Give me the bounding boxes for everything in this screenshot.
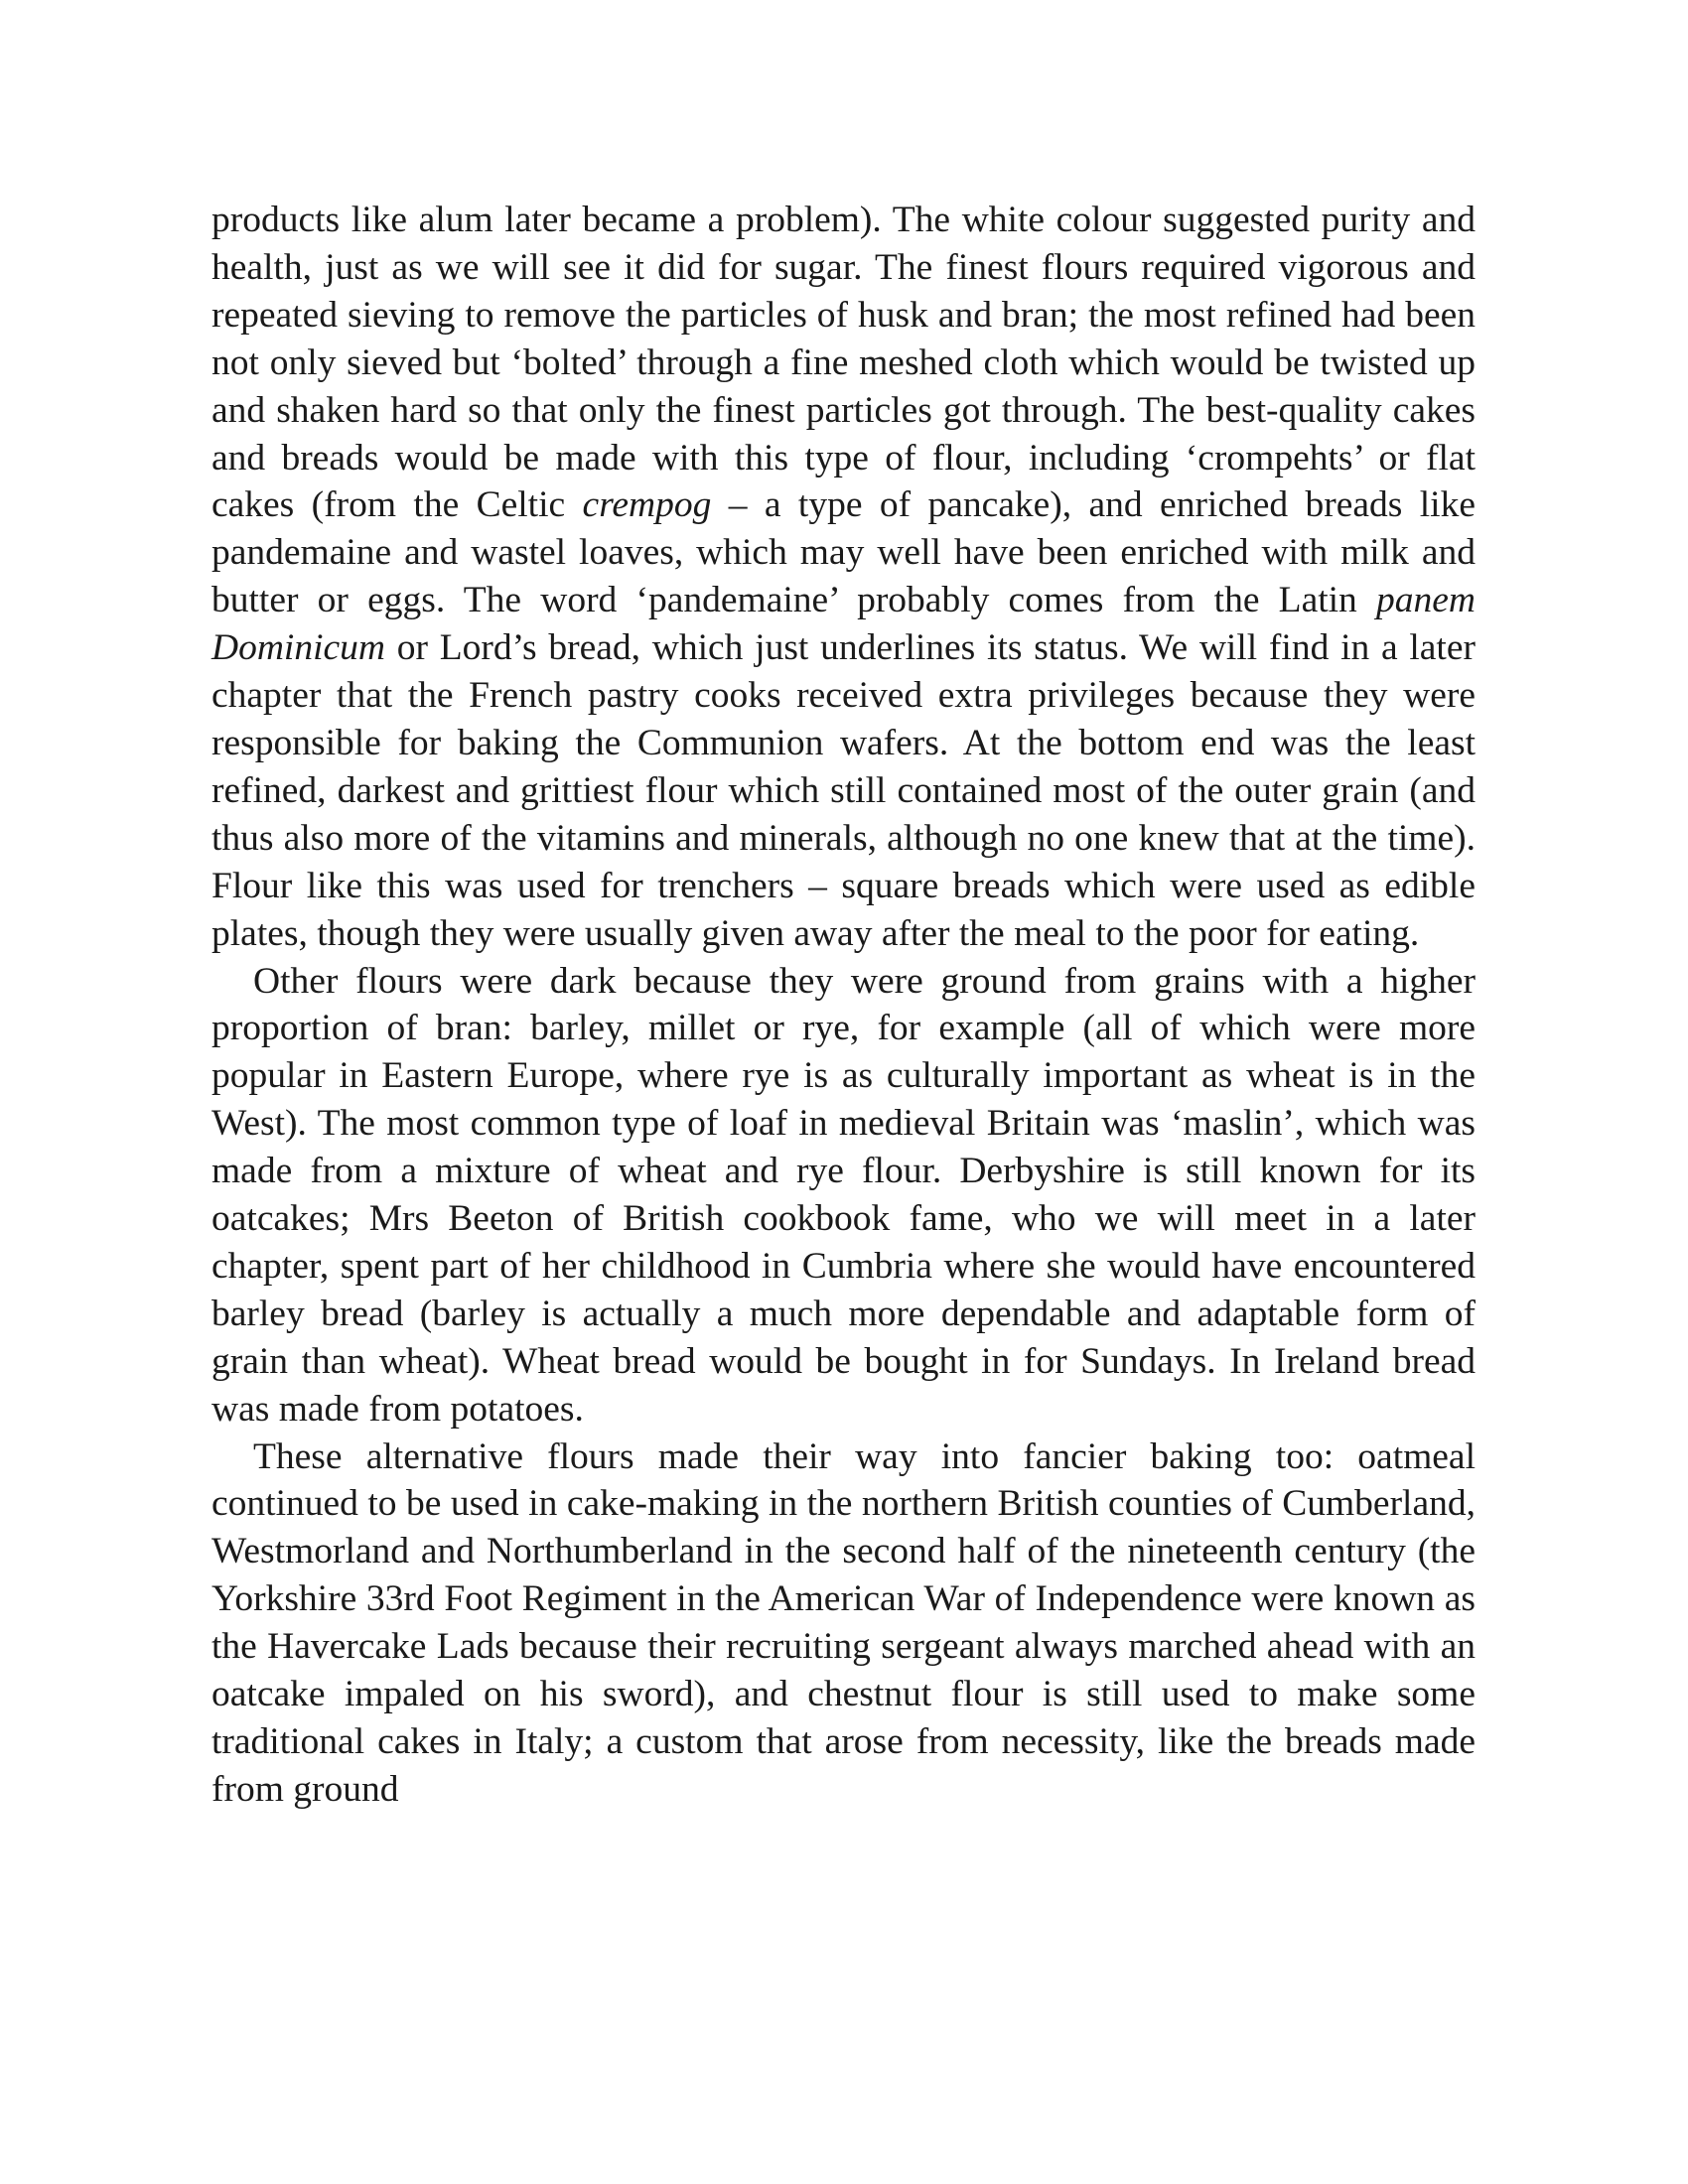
page-body-text (211, 197, 1476, 1814)
italic-term: crempog (582, 484, 712, 526)
paragraph-text: Other flours were dark because they were ground from grains with a higher proportion of bran: barley, millet or rye, for example (all of which were more popular in Eastern Europe, where rye is as culturally important as wheat is in the West). The most common type of loaf in medieval Britain was ‘maslin’, which was made from a mixture of wheat and rye flour. Derbyshire is still known for its oatcakes; Mrs Beeton of British cookbook fame, who we will meet in a later chapter, spent part of her childhood in Cumbria where she would have encountered barley bread (barley is actually a much more dependable and adaptable form of grain than wheat). Wheat bread would be bought in for Sundays. In Ireland bread was made from potatoes. (211, 960, 1476, 1430)
paragraph (211, 1433, 1476, 1814)
paragraph-text: or Lord’s bread, which just underlines its status. We will find in a later chapter that the French pastry cooks received extra privileges because they were responsible for baking the Communion wafers. At the bottom end was the least refined, darkest and grittiest flour which still contained most of the outer grain (and thus also more of the vitamins and minerals, although no one knew that at the time). Flour like this was used for trenchers – square breads which were used as edible plates, though they were usually given away after the meal to the poor for eating. (211, 627, 1476, 954)
italic-term: panem Dominicum (211, 580, 1476, 669)
paragraph (211, 958, 1476, 1433)
paragraph-text: – a type of pancake), and enriched breads like pandemaine and wastel loaves, which may well have been enriched with milk and butter or eggs. The word ‘pandemaine’ probably comes from the Latin (211, 484, 1476, 621)
paragraph (211, 197, 1476, 958)
paragraph-text: These alternative flours made their way into fancier baking too: oatmeal continued to be used in cake-making in the northern British counties of Cumberland, Westmorland and Northumberland in the second half of the nineteenth century (the Yorkshire 33rd Foot Regiment in the American War of Independence were known as the Havercake Lads because their recruiting sergeant always marched ahead with an oatcake impaled on his sword), and chestnut flour is still used to make some traditional cakes in Italy; a custom that arose from necessity, like the breads made from ground (211, 1435, 1476, 1810)
paragraph-text: products like alum later became a problem). The white colour suggested purity and health, just as we will see it did for sugar. The finest flours required vigorous and repeated sieving to remove the particles of husk and bran; the most refined had been not only sieved but ‘bolted’ through a fine meshed cloth which would be twisted up and shaken hard so that only the finest particles got through. The best-quality cakes and breads would be made with this type of flour, including ‘crompehts’ or flat cakes (from the Celtic (211, 200, 1476, 526)
